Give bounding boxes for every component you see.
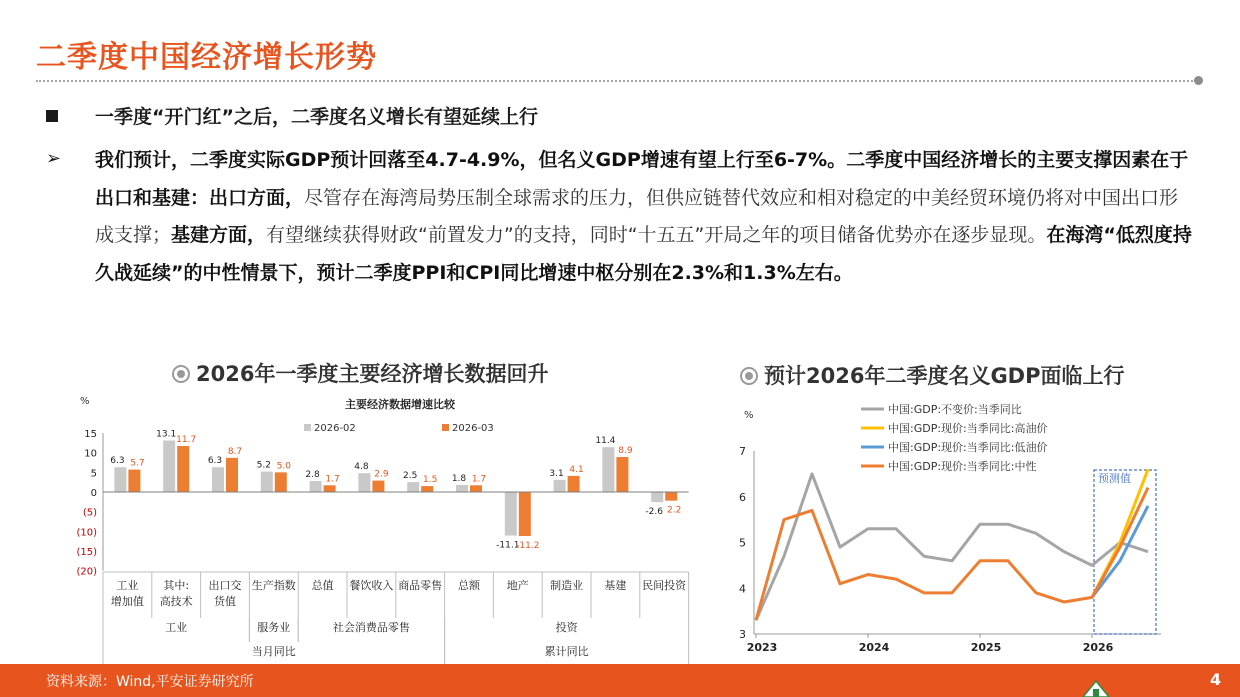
y-tick-label: (5) — [82, 507, 97, 519]
data-label-2026-02: 4.8 — [354, 462, 369, 473]
data-label-2026-02: 6.3 — [207, 456, 223, 467]
category-label: 其中: — [163, 579, 190, 592]
data-label-2026-02: 2.8 — [305, 469, 320, 480]
legend-label-2026-02: 2026-02 — [314, 423, 356, 434]
data-label-2026-02: 2.5 — [403, 471, 418, 482]
line-chart — [736, 394, 1166, 664]
bar-2026-02 — [310, 481, 322, 492]
x-tick-label: 2026 — [1082, 641, 1114, 654]
bar-2026-02 — [261, 472, 273, 492]
bar-2026-03 — [519, 492, 531, 536]
x-tick-label: 2024 — [858, 641, 890, 654]
legend-label-3: 中国:GDP:现价:当季同比:中性 — [888, 460, 1037, 473]
category-label: 高技术 — [159, 595, 193, 608]
data-label-2026-03: 1.7 — [325, 474, 340, 485]
legend-label-1: 中国:GDP:现价:当季同比:高油价 — [888, 422, 1048, 435]
group-label: 工业 — [165, 621, 188, 634]
y-tick-label: 7 — [739, 445, 746, 458]
y-tick-label: 0 — [90, 488, 97, 499]
bar-2026-03 — [372, 481, 384, 492]
category-label: 制造业 — [550, 579, 584, 592]
bar-chart — [70, 388, 710, 664]
para-seg-1: 我们预计，二季度实际GDP预计回落至4.7-4.9%，但名义GDP增速有望上行至6-7%。二季度中国经济增长的主要支撑因素在于出口和基建：出口方面， — [95, 149, 1189, 209]
bar-2026-03 — [568, 476, 580, 492]
para-seg-5: 在海湾“低烈度持久战延续”的中性情景下，预计二季度PPI和CPI同比增速中枢分别在2.3%和1.3%左右。 — [95, 224, 1192, 284]
data-label-2026-03: 11.7 — [176, 435, 197, 446]
bar-2026-02 — [163, 441, 175, 492]
data-label-2026-02: 5.2 — [256, 460, 271, 471]
square-bullet-icon — [46, 110, 58, 122]
y-tick-label: 3 — [739, 628, 746, 641]
bar-2026-02 — [358, 473, 370, 492]
summary-paragraph — [95, 142, 1195, 292]
data-label-2026-02: 6.3 — [110, 456, 125, 467]
bar-2026-03 — [324, 485, 336, 492]
data-label-2026-02: 13.1 — [156, 429, 177, 440]
category-label: 出口交 — [208, 579, 242, 592]
category-label: 工业 — [116, 579, 139, 592]
bar-2026-02 — [456, 485, 468, 492]
y-tick-label: (10) — [76, 527, 97, 539]
data-label-2026-03: 2.9 — [374, 469, 389, 480]
group-label: 当月同比 — [251, 645, 296, 658]
bar-2026-03 — [177, 446, 189, 492]
y-tick-label: (15) — [76, 546, 97, 558]
data-label-2026-03: 1.7 — [471, 474, 487, 485]
legend-swatch-2026-02 — [304, 424, 311, 431]
left-chart-heading-text: 2026年一季度主要经济增长数据回升 — [196, 362, 549, 386]
data-label-2026-02: 3.1 — [549, 468, 564, 479]
y-axis-unit: % — [80, 396, 90, 407]
right-chart-heading — [740, 360, 1125, 390]
category-label: 总额 — [458, 579, 480, 592]
legend-label-0: 中国:GDP:不变价:当季同比 — [888, 403, 1022, 416]
y-tick-label: 15 — [84, 429, 97, 441]
data-label-2026-03: 8.7 — [227, 446, 243, 457]
category-label: 总值 — [311, 579, 334, 592]
category-label: 地产 — [506, 579, 529, 592]
bar-2026-02 — [407, 482, 419, 492]
category-label: 增加值 — [110, 595, 144, 608]
bar-2026-03 — [616, 457, 628, 492]
para-seg-3: 基建方面， — [171, 224, 267, 246]
footer-source: 资料来源：Wind,平安证券研究所 — [46, 674, 254, 690]
bar-2026-02 — [505, 492, 517, 536]
group-label: 服务业 — [257, 621, 291, 634]
data-label-2026-03: 4.1 — [569, 464, 584, 475]
data-label-2026-02: 1.8 — [451, 473, 467, 484]
bar-2026-03 — [665, 492, 677, 501]
bar-2026-02 — [212, 467, 224, 492]
category-label: 货值 — [214, 595, 236, 608]
divider-dot-icon — [1194, 76, 1203, 85]
company-logo-icon — [1082, 680, 1110, 697]
right-chart-heading-text: 预计2026年二季度名义GDP面临上行 — [764, 364, 1125, 388]
data-label-2026-03: 5.7 — [130, 458, 145, 469]
bar-2026-03 — [128, 470, 140, 492]
y-tick-label: 5 — [90, 468, 97, 480]
legend-label-2026-03: 2026-03 — [452, 423, 494, 434]
category-label: 民间投资 — [642, 579, 687, 592]
y-tick-label: 10 — [84, 448, 97, 460]
category-label: 基建 — [604, 579, 627, 592]
y-tick-label: (20) — [76, 566, 97, 578]
forecast-label: 预测值 — [1098, 472, 1131, 485]
legend-label-2: 中国:GDP:现价:当季同比:低油价 — [888, 441, 1048, 454]
bar-2026-02 — [114, 467, 126, 492]
para-seg-2: 尽管存在海湾局势压制全球需求的压力，但供应链替代效应和相对稳定的中美经贸环境仍将对中国出口形成支撑； — [95, 186, 1179, 246]
bar-2026-03 — [470, 485, 482, 492]
data-label-2026-02: -2.6 — [645, 507, 663, 518]
x-tick-label: 2023 — [746, 641, 778, 654]
bar-2026-03 — [226, 458, 238, 492]
data-label-2026-03: 8.9 — [618, 446, 633, 457]
bar-2026-02 — [651, 492, 663, 502]
left-chart-heading — [172, 358, 548, 388]
bar-2026-02 — [554, 480, 566, 492]
data-label-2026-03: 5.0 — [276, 461, 291, 472]
bar-2026-02 — [602, 447, 614, 492]
target-circle-icon — [172, 365, 190, 383]
data-label-2026-03: 2.2 — [667, 505, 682, 516]
data-label-2026-03: -11.2 — [516, 541, 540, 552]
y-axis-unit: % — [744, 410, 754, 421]
bullet-heading: 一季度“开门红”之后，二季度名义增长有望延续上行 — [95, 106, 538, 128]
data-label-2026-02: -11.1 — [496, 540, 520, 551]
chart-title: 主要经济数据增速比较 — [345, 398, 455, 411]
page-number: 4 — [1210, 670, 1222, 689]
arrow-bullet-icon: ➢ — [46, 148, 62, 169]
category-label: 商品零售 — [398, 579, 443, 592]
series-line-3 — [756, 488, 1148, 621]
para-seg-4: 有望继续获得财政“前置发力”的支持，同时“十五五”开局之年的项目储备优势亦在逐步显现。 — [266, 224, 1047, 246]
target-circle-icon — [740, 367, 758, 385]
bar-2026-03 — [275, 472, 287, 492]
y-tick-label: 6 — [739, 490, 746, 504]
group-label: 投资 — [555, 621, 578, 634]
slide-title: 二季度中国经济增长形势 — [36, 40, 377, 75]
y-tick-label: 4 — [739, 582, 746, 596]
category-label: 餐饮收入 — [349, 579, 394, 592]
data-label-2026-03: 1.5 — [423, 475, 438, 486]
group-label: 社会消费品零售 — [332, 621, 410, 634]
data-label-2026-02: 11.4 — [595, 436, 616, 447]
x-tick-label: 2025 — [970, 641, 1002, 654]
bar-2026-03 — [421, 486, 433, 492]
series-line-1 — [1092, 469, 1148, 597]
legend-swatch-2026-03 — [442, 424, 449, 431]
group-label: 累计同比 — [544, 645, 589, 658]
y-tick-label: 5 — [739, 536, 746, 550]
title-divider — [36, 80, 1196, 82]
category-label: 生产指数 — [251, 579, 296, 592]
